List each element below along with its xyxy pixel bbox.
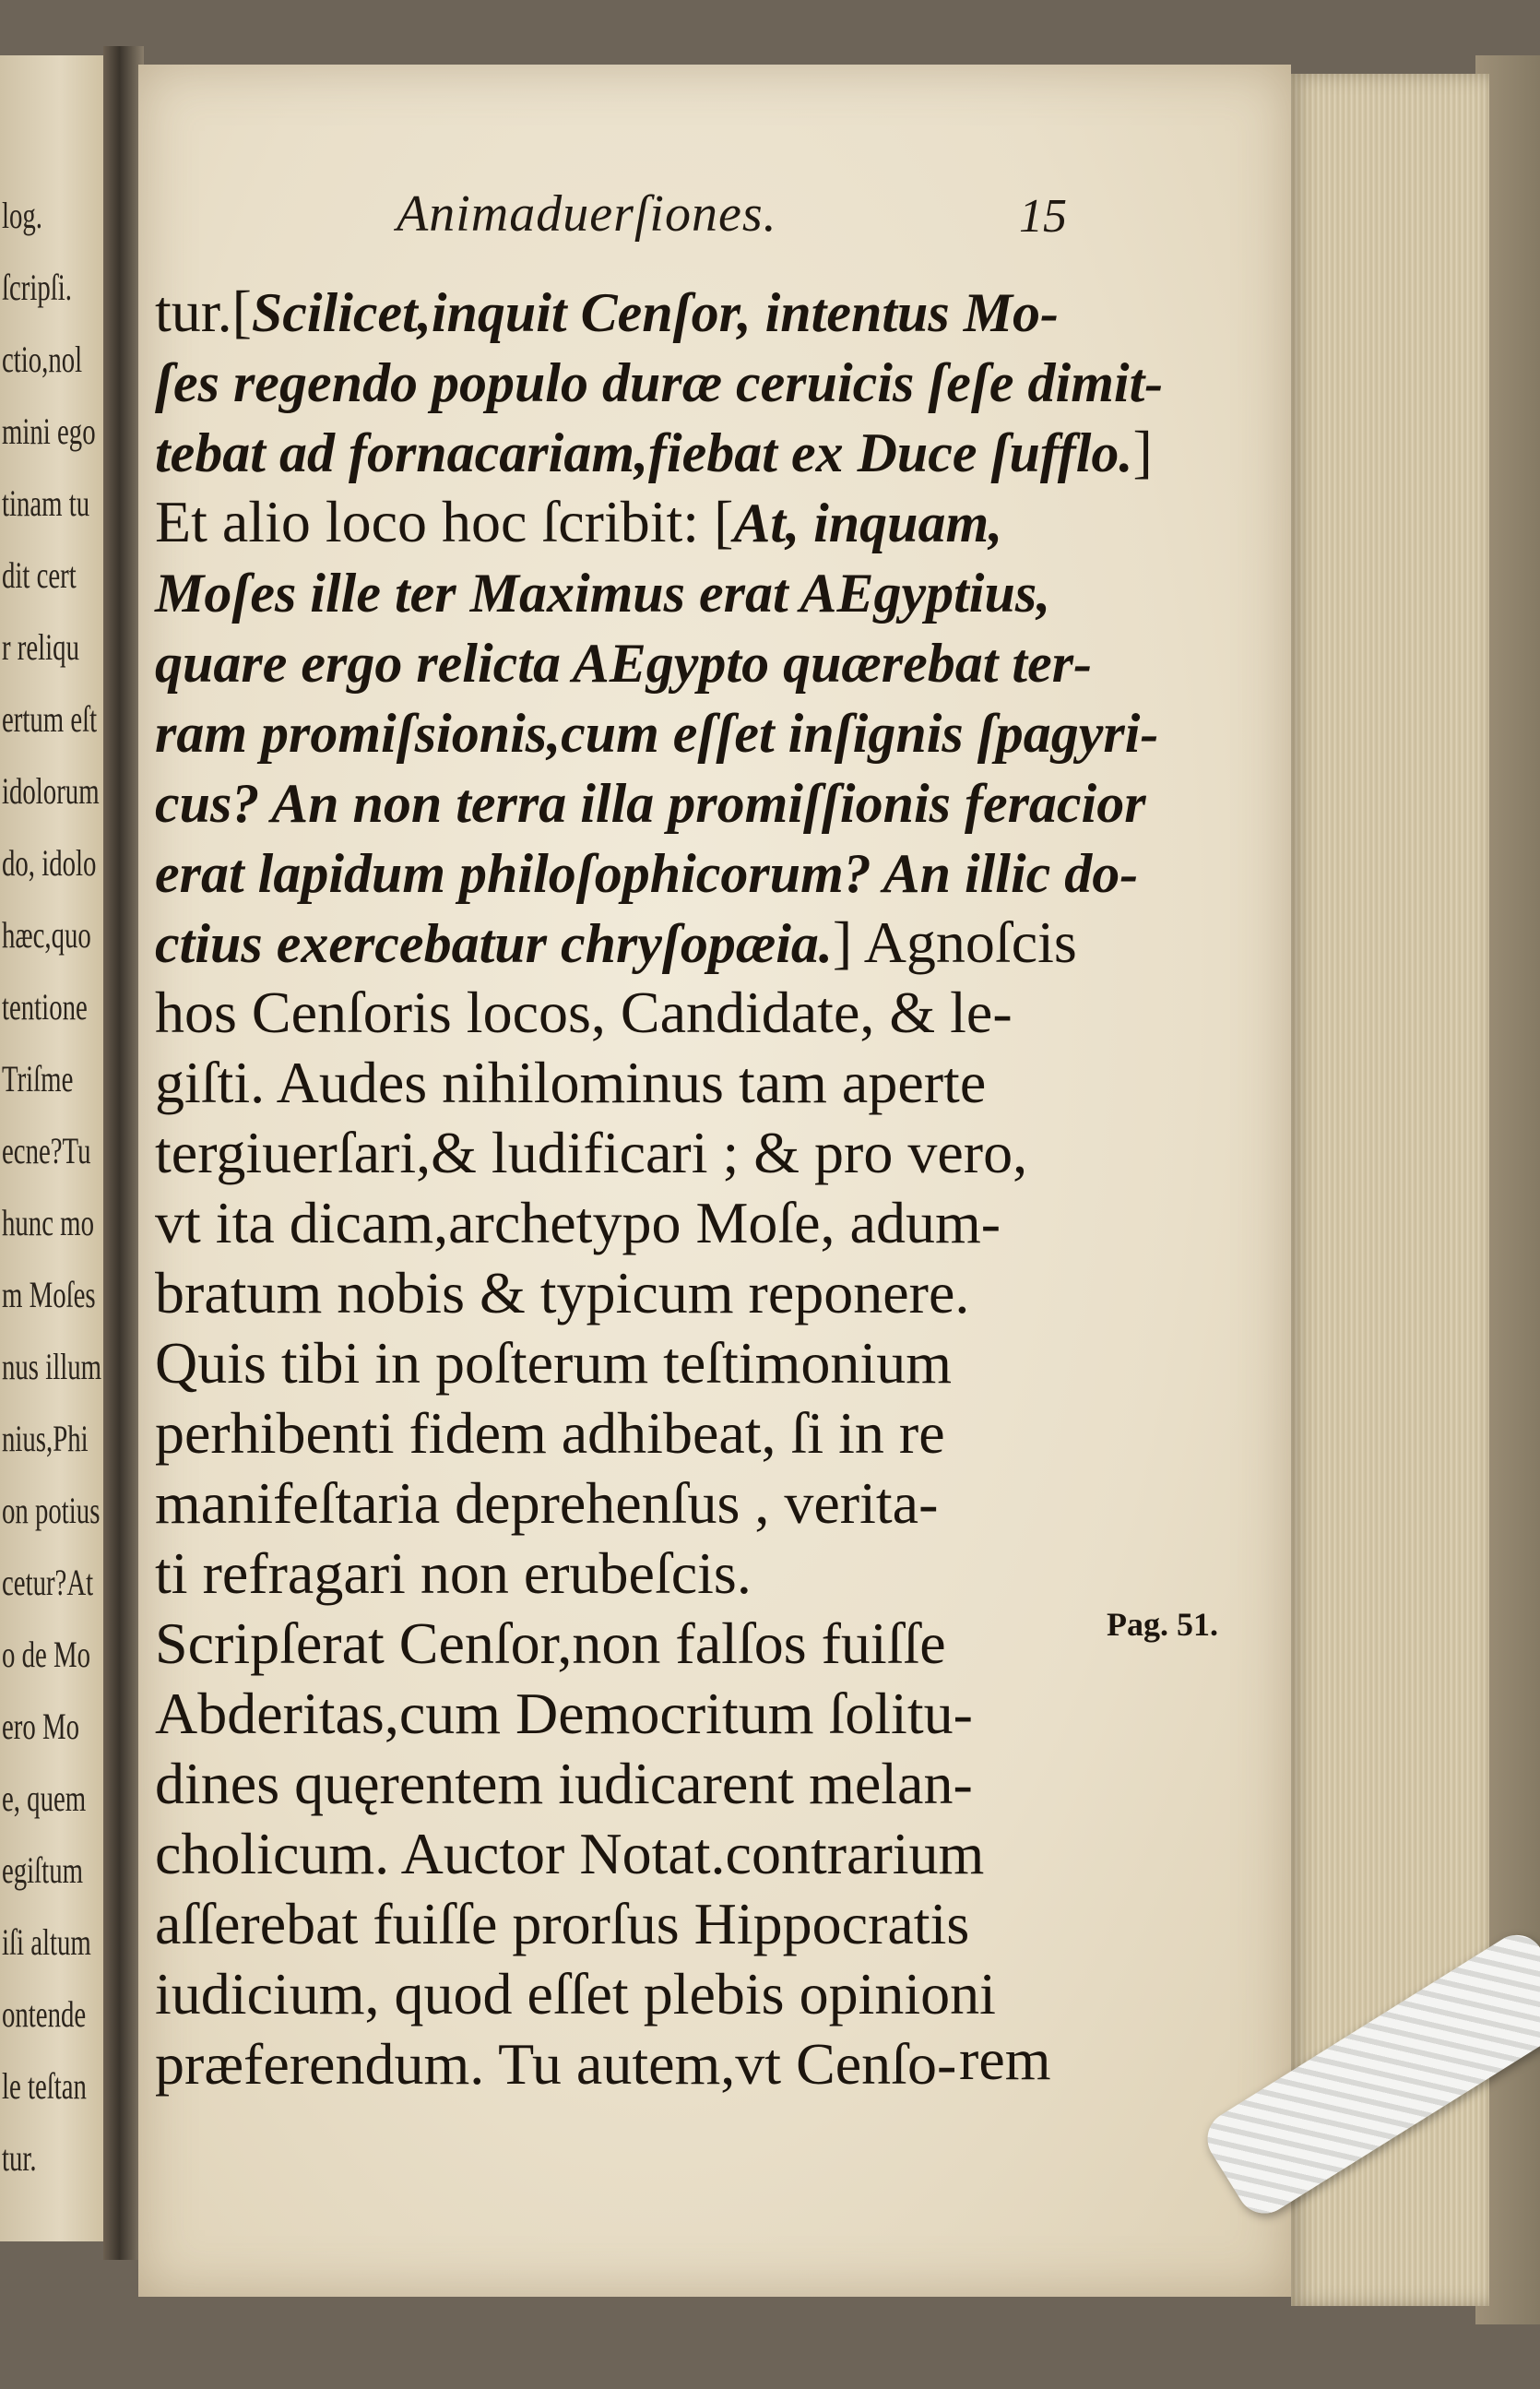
text-span: Scilicet,inquit Cenſor, intentus Mo- [251,282,1060,343]
text-line [155,1749,1105,1819]
text-span: ram promiſsionis,cum eſſet inſignis ſpagyri- [155,703,1159,764]
left-page-fragment: log. [2,195,43,236]
text-span: vt ita dicam,archetypo Moſe, adum- [155,1190,1001,1255]
text-line [155,627,1105,697]
text-span: Quis tibi in poſterum teſtimonium [155,1330,952,1396]
text-line [155,1679,1105,1749]
text-span: tur.[ [155,279,252,344]
marginal-note: Pag. 51. [1107,1606,1218,1643]
left-page-fragment: e, quem [2,1777,87,1819]
text-line [155,557,1105,627]
left-facing-page [0,55,109,2241]
text-line [155,1609,1105,1679]
text-line [155,838,1139,908]
left-page-fragment: hunc mo [2,1202,94,1243]
running-head: Animaduerſiones. [397,185,777,243]
left-page-fragment: do, idolo [2,842,97,884]
text-span: Scripſerat Cenſor,non falſos fuiſſe [155,1610,946,1676]
text-span: dines quęrentem iudicarent melan- [155,1751,973,1816]
text-line [155,417,1153,487]
left-page-fragment: tur. [2,2137,37,2179]
text-span: iudicium, quod eſſet plebis opinioni [155,1961,996,2026]
text-line [155,1258,1105,1328]
left-page-fragment: dit cert [2,554,77,596]
text-line [155,1398,1105,1468]
text-span: erat lapidum philoſophicorum? An illic do- [155,843,1139,904]
text-line [155,1188,1105,1258]
text-span: ti refragari non erubeſcis. [155,1540,752,1606]
left-page-fragment: o de Mo [2,1634,90,1675]
left-page-fragment: egiſtum [2,1849,83,1891]
text-line [155,487,1105,557]
text-line [155,1539,1105,1609]
text-span: cholicum. Auctor Notat.contrarium [155,1821,985,1886]
text-span: cus? An non terra illa promiſſionis feracior [155,773,1146,834]
left-page-fragment: iſi altum [2,1921,91,1963]
catchword: rem [959,2026,1051,2092]
text-line [155,1889,1105,1959]
text-span: tergiuerſari,& ludificari ; & pro vero, [155,1120,1028,1185]
left-page-fragment: le teſtan [2,2065,87,2107]
text-span: præferendum. Tu autem,vt Cenſo- [155,2031,957,2097]
left-page-fragment: ontende [2,1993,87,2035]
text-span: hos Cenſoris locos, Candidate, & le- [155,980,1013,1045]
text-line [155,1959,1105,2029]
left-page-fragment: m Moſes [2,1274,96,1315]
text-line [155,1048,1105,1118]
text-span: Moſes ille ter Maximus erat AEgyptius, [155,563,1051,624]
text-line [155,978,1105,1048]
left-page-fragment: tinam tu [2,482,90,524]
text-line [155,277,1105,347]
text-span: tebat ad fornacariam,fiebat ex Duce ſufflo. [155,422,1133,483]
left-page-fragment: ertum eſt [2,698,98,740]
text-span: At, inquam, [733,493,1003,553]
left-page-fragment: on potius [2,1490,101,1531]
left-page-fragment: tentione [2,986,88,1028]
left-page-fragment: nus illum [2,1346,102,1387]
text-line [155,767,1146,838]
text-line [155,908,1105,978]
left-page-fragment: nius,Phi [2,1418,89,1459]
text-line [155,1819,1105,1889]
text-line [155,1468,1105,1539]
text-span: manifeſtaria deprehenſus , verita- [155,1470,939,1536]
text-line [155,697,1159,767]
left-page-fragment: ecne?Tu [2,1130,91,1171]
page-number: 15 [1019,190,1067,243]
left-page-fragment: ſcripſi. [2,267,72,308]
text-span: Abderitas,cum Democritum ſolitu- [155,1681,973,1746]
left-page-fragment: ero Mo [2,1706,79,1747]
text-span: ] [1132,419,1153,484]
left-page-fragment: Triſme [2,1058,74,1099]
text-span: ctius exercebatur chryſopæia. [155,913,833,974]
text-span: aſſerebat fuiſſe prorſus Hippocratis [155,1891,970,1956]
text-line [155,347,1164,417]
text-line [155,1118,1105,1188]
left-page-fragment: r reliqu [2,626,79,668]
text-span: Et alio loco hoc ſcribit: [ [155,489,734,554]
text-span: perhibenti fidem adhibeat, ſi in re [155,1400,945,1466]
left-page-fragment: cetur?At [2,1562,94,1603]
text-span: giſti. Audes nihilominus tam aperte [155,1050,987,1115]
left-page-fragment: mini ego [2,410,96,452]
text-span: ſes regendo populo duræ ceruicis ſeſe dimit- [155,352,1164,413]
text-span: quare ergo relicta AEgypto quærebat ter- [155,633,1093,694]
left-page-fragment: idolorum [2,770,100,812]
left-page-fragment: hæc,quo [2,914,91,956]
text-line [155,1328,1105,1398]
text-span: bratum nobis & typicum reponere. [155,1260,970,1325]
left-page-fragment: ctio,nol [2,339,83,380]
text-span: ] Agnoſcis [832,909,1077,975]
